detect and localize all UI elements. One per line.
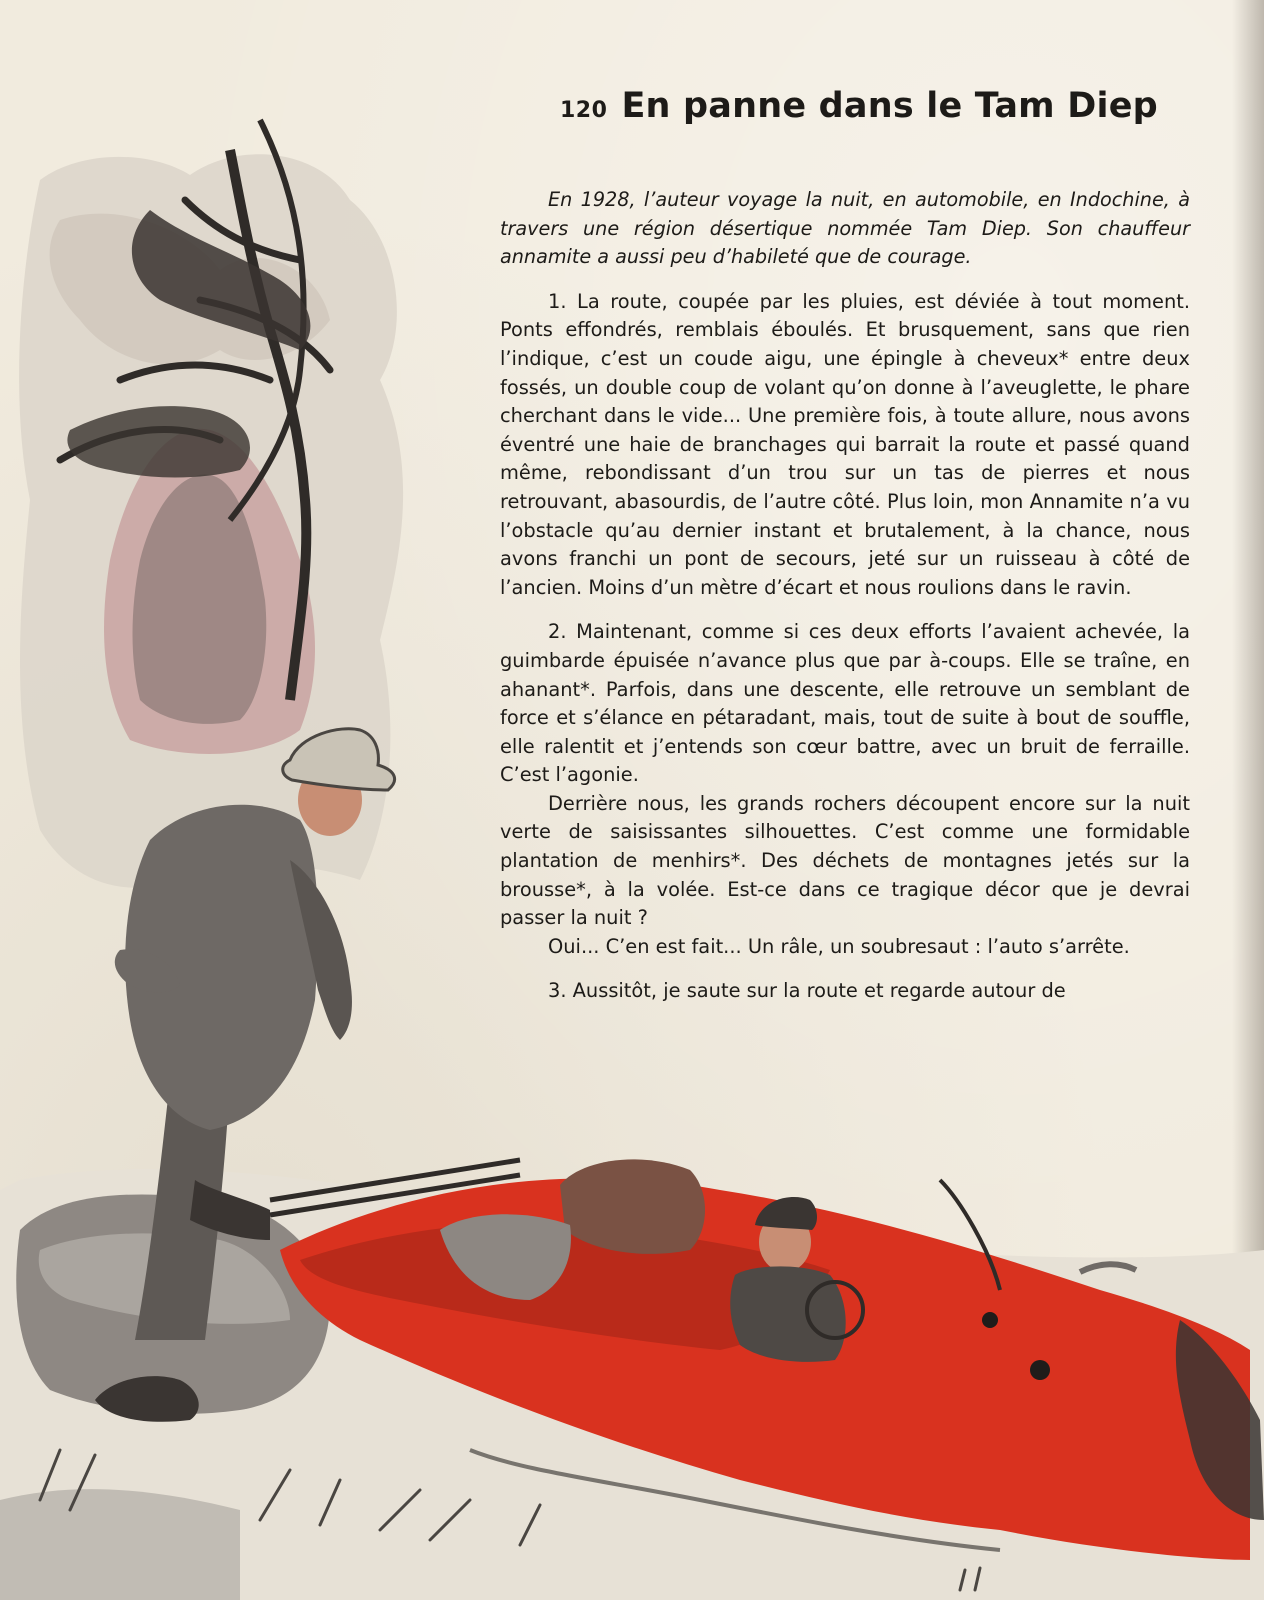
page-header	[560, 86, 1158, 126]
chapter-title: En panne dans le Tam Diep	[621, 86, 1158, 126]
intro-paragraph: En 1928, l’auteur voyage la nuit, en automobile, en Indochine, à travers une région désertique nommée Tam Diep. Son chauffeur annamite a aussi peu d’habileté que de courage.	[500, 188, 1190, 269]
text-column	[500, 186, 1190, 1006]
paragraph-4: Oui... C’en est fait... Un râle, un soubresaut : l’auto s’arrête.	[548, 934, 1130, 958]
page-number: 120	[560, 98, 608, 123]
paragraph-3: Derrière nous, les grands rochers découpent encore sur la nuit verte de saisissantes silhouettes. C’est comme une formidable plantation de menhirs*. Des déchets de montagnes jetés sur la brousse*, à la volée. Est-ce dans ce tragique décor que je devrai passer la nuit ?	[500, 791, 1190, 930]
paragraph-1: 1. La route, coupée par les pluies, est déviée à tout moment. Ponts effondrés, remblais éboulés. Et brusquement, sans que rien l’indique, c’est un coude aigu, une épingle à cheveux* entre deux fossés, un double coup de volant qu’on donne à l’aveuglette, le phare cherchant dans le vide... Une première fois, à toute allure, nous avons éventré une haie de branchages qui barrait la route et passé quand même, rebondissant d’un trou sur un tas de pierres et nous retrouvant, abasourdis, de l’autre côté. Plus loin, mon Annamite n’a vu l’obstacle qu’au dernier instant et brutalement, à la chance, nous avons franchi un pont de secours, jeté sur un ruisseau à côté de l’ancien. Moins d’un mètre d’écart et nous roulions dans le ravin.	[500, 289, 1190, 599]
grass-shadow	[0, 1489, 240, 1600]
paragraph-2: 2. Maintenant, comme si ces deux efforts l’avaient achevée, la guimbarde épuisée n’avance plus que par à-coups. Elle se traîne, en ahanant*. Parfois, dans une descente, elle retrouve un semblant de force et s’élance en pétaradant, mais, tout de suite à bout de souffle, elle ralentit et j’entends son cœur battre, avec un bruit de ferraille. C’est l’agonie.	[500, 620, 1190, 787]
paragraph-5: 3. Aussitôt, je saute sur la route et regarde autour de	[548, 979, 1066, 1003]
